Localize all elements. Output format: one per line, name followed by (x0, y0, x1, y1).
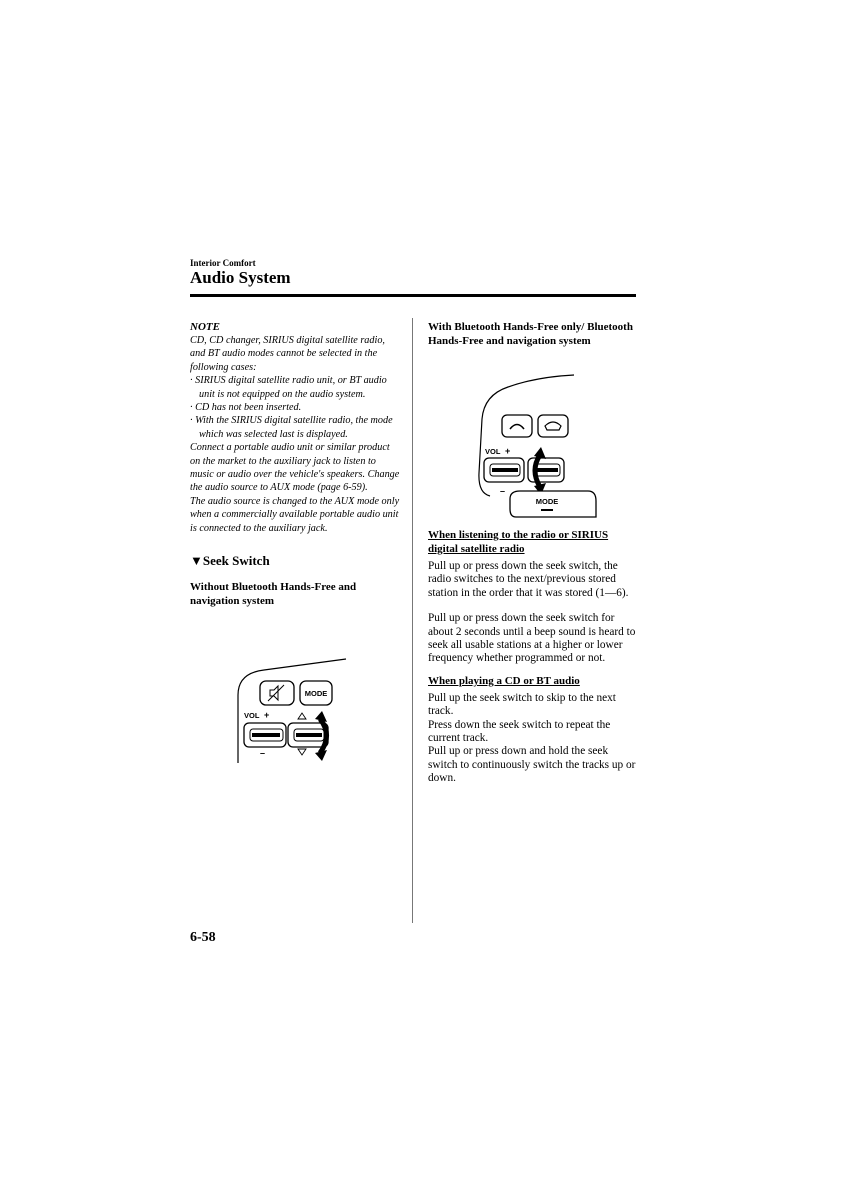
seek-switch-heading: ▼Seek Switch (190, 553, 270, 569)
vol-minus: – (500, 486, 506, 496)
right-column-bottom (428, 528, 636, 786)
page-number: 6-58 (190, 930, 216, 945)
cd-paragraph: Press down the seek switch to repeat the current track. (428, 718, 611, 745)
section-label: Interior Comfort (190, 258, 256, 268)
cd-paragraph: Pull up or press down and hold the seek switch to continuously switch the tracks up or down. (428, 745, 636, 785)
left-column (190, 320, 402, 608)
radio-heading: When listening to the radio or SIRIUS digital satellite radio (428, 529, 609, 555)
triangle-up-icon (298, 713, 306, 719)
phone-hangup-button (538, 415, 568, 437)
vol-plus: + (264, 710, 270, 720)
steering-switch-figure-bluetooth (476, 373, 600, 519)
note-paragraph: Connect a portable audio unit or similar product on the market to the auxiliary jack to listen to music or audio over the vehicle's speakers. Change the audio source to AUX mode (page 6-59). (190, 442, 400, 494)
phone-pickup-button (502, 415, 532, 437)
vol-label: VOL (485, 447, 501, 456)
note-item: · CD has not been inserted. (190, 402, 302, 414)
with-bluetooth-heading: With Bluetooth Hands-Free only/ Bluetooth Hands-Free and navigation system (428, 321, 633, 347)
vol-minus: – (260, 748, 266, 758)
note-item: · With the SIRIUS digital satellite radio, the mode which was selected last is displayed. (190, 415, 393, 440)
page-title: Audio System (190, 268, 291, 287)
note-item: · SIRIUS digital satellite radio unit, or BT audio unit is not equipped on the audio system. (190, 375, 387, 400)
mute-button (260, 681, 294, 705)
vol-plus: + (505, 446, 511, 456)
without-bluetooth-heading: Without Bluetooth Hands-Free and navigation system (190, 581, 357, 608)
note-body (190, 334, 402, 535)
cd-heading: When playing a CD or BT audio (428, 674, 580, 687)
note-paragraph: The audio source is changed to the AUX mode only when a commercially available portable audio unit is connected to the auxiliary jack. (190, 495, 400, 534)
steering-switch-figure-no-bluetooth (236, 655, 352, 765)
vol-label: VOL (244, 711, 260, 720)
note-intro: CD, CD changer, SIRIUS digital satellite radio, and BT audio modes cannot be selected in the following cases: (190, 335, 385, 373)
note-title: NOTE (190, 321, 220, 333)
radio-paragraph: Pull up or press down the seek switch for about 2 seconds until a beep sound is heard to seek all usable stations at a higher or lower frequency whether programmed or not. (428, 612, 636, 665)
right-column-top (428, 320, 636, 348)
column-divider (412, 318, 413, 923)
triangle-down-icon (298, 749, 306, 755)
radio-paragraph: Pull up or press down the seek switch, the radio switches to the next/previous stored station in the order that it was stored (1—6). (428, 560, 629, 599)
cd-paragraph: Pull up the seek switch to skip to the next track. (428, 691, 616, 718)
title-rule (190, 294, 636, 297)
mode-label: MODE (535, 497, 559, 506)
mode-label: MODE (304, 689, 328, 698)
